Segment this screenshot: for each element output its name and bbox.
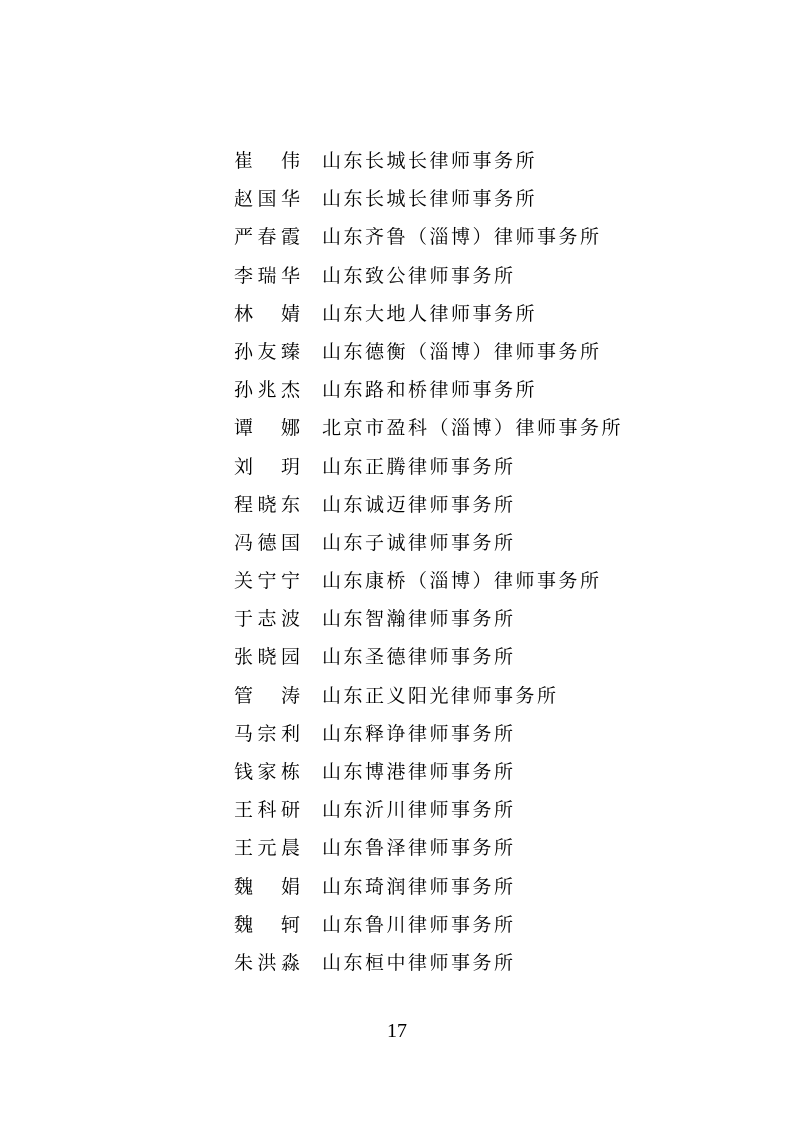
lawyer-name: 马 宗 利: [234, 722, 300, 745]
page-number: 17: [387, 1020, 407, 1042]
lawyer-name: 林 婧: [234, 302, 300, 325]
lawyer-name: 于 志 波: [234, 608, 300, 631]
lawyer-name: 孙 友 臻: [234, 340, 300, 363]
list-item: [234, 295, 623, 333]
list-item: [234, 448, 623, 486]
list-item: [234, 180, 623, 218]
law-firm-name: 山东致公律师事务所: [322, 264, 516, 287]
law-firm-name: 山东齐鲁（淄博）律师事务所: [322, 226, 602, 249]
lawyer-name: 冯 德 国: [234, 531, 300, 554]
law-firm-name: 山东鲁川律师事务所: [322, 913, 516, 936]
list-item: [234, 791, 623, 829]
law-firm-name: 山东鲁泽律师事务所: [322, 837, 516, 860]
list-item: [234, 562, 623, 600]
lawyer-list: [234, 142, 623, 982]
list-item: [234, 409, 623, 447]
list-item: [234, 600, 623, 638]
lawyer-name: 李 瑞 华: [234, 264, 300, 287]
law-firm-name: 山东长城长律师事务所: [322, 188, 538, 211]
law-firm-name: 山东圣德律师事务所: [322, 646, 516, 669]
law-firm-name: 北京市盈科（淄博）律师事务所: [322, 417, 624, 440]
lawyer-name: 魏 娟: [234, 875, 300, 898]
lawyer-name: 张 晓 园: [234, 646, 300, 669]
list-item: [234, 486, 623, 524]
lawyer-name: 程 晓 东: [234, 493, 300, 516]
law-firm-name: 山东正义阳光律师事务所: [322, 684, 559, 707]
list-item: [234, 753, 623, 791]
law-firm-name: 山东康桥（淄博）律师事务所: [322, 570, 602, 593]
lawyer-name: 赵 国 华: [234, 188, 300, 211]
list-item: [234, 218, 623, 256]
list-item: [234, 371, 623, 409]
law-firm-name: 山东路和桥律师事务所: [322, 379, 538, 402]
law-firm-name: 山东长城长律师事务所: [322, 150, 538, 172]
list-item: [234, 257, 623, 295]
law-firm-name: 山东桓中律师事务所: [322, 951, 516, 974]
law-firm-name: 山东沂川律师事务所: [322, 799, 516, 822]
list-item: [234, 333, 623, 371]
list-item: [234, 906, 623, 944]
list-item: [234, 944, 623, 982]
law-firm-name: 山东诚迈律师事务所: [322, 493, 516, 516]
list-item: [234, 524, 623, 562]
lawyer-name: 钱 家 栋: [234, 761, 300, 783]
list-item: [234, 142, 623, 180]
lawyer-name: 王 元 晨: [234, 837, 300, 860]
list-item: [234, 677, 623, 715]
lawyer-name: 魏 轲: [234, 913, 300, 936]
lawyer-name: 严 春 霞: [234, 226, 300, 249]
lawyer-name: 朱 洪 淼: [234, 951, 300, 974]
list-item: [234, 829, 623, 867]
lawyer-name: 管 涛: [234, 684, 300, 707]
law-firm-name: 山东博港律师事务所: [322, 761, 516, 783]
list-item: [234, 868, 623, 906]
list-item: [234, 638, 623, 676]
lawyer-name: 关 宁 宁: [234, 570, 300, 593]
lawyer-name: 刘 玥: [234, 455, 300, 478]
lawyer-name: 孙 兆 杰: [234, 379, 300, 402]
law-firm-name: 山东子诚律师事务所: [322, 531, 516, 554]
lawyer-name: 谭 娜: [234, 417, 300, 440]
law-firm-name: 山东智瀚律师事务所: [322, 608, 516, 631]
lawyer-name: 崔 伟: [234, 150, 300, 172]
law-firm-name: 山东正腾律师事务所: [322, 455, 516, 478]
list-item: [234, 715, 623, 753]
law-firm-name: 山东大地人律师事务所: [322, 302, 538, 325]
law-firm-name: 山东释诤律师事务所: [322, 722, 516, 745]
law-firm-name: 山东德衡（淄博）律师事务所: [322, 340, 602, 363]
lawyer-name: 王 科 研: [234, 799, 300, 822]
law-firm-name: 山东琦润律师事务所: [322, 875, 516, 898]
